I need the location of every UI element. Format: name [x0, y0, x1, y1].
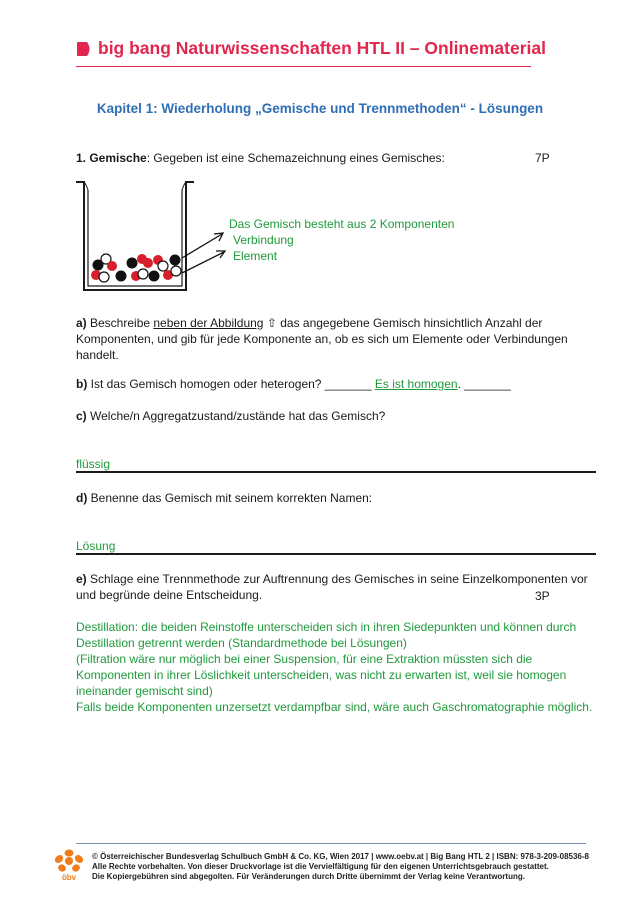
qa-line-2: Komponenten, und gib für jede Komponente an, ob es sich um Elemente oder Verbindungen: [76, 332, 568, 346]
chapter-title: Kapitel 1: Wiederholung „Gemische und Trennmethoden“ - Lösungen: [96, 101, 544, 116]
qe-answer-line: Falls beide Komponenten unzersetzt verdampfbar sind, wäre auch Gaschromatographie möglich.: [76, 700, 593, 714]
qb-text: Ist das Gemisch homogen oder heterogen? _______: [87, 377, 375, 391]
compound-particles: [91, 254, 181, 282]
annotation-components: Das Gemisch besteht aus 2 Komponenten: [229, 217, 455, 231]
annotation-element: Element: [233, 249, 278, 263]
qb-answer: Es ist homogen: [374, 377, 458, 391]
oebv-logo-text: öbv: [61, 873, 77, 882]
qe-line-2: und begründe deine Entscheidung.: [76, 588, 263, 602]
annotation-arrows: [182, 233, 225, 273]
oebv-logo-icon: [52, 846, 86, 882]
qd-text: Benenne das Gemisch mit seinem korrekten Namen:: [87, 491, 373, 505]
qe-text: Schlage eine Trennmethode zur Auftrennung des Gemisches in seine Einzelkomponenten vor: [86, 572, 588, 586]
qe-answer-line: ineinander gemischt sind): [76, 684, 213, 698]
qa-underlined: neben der Abbildung: [153, 316, 264, 330]
header-title: big bang Naturwissenschaften HTL II – Onlinematerial: [98, 38, 546, 58]
qe-answer-line: Destillation: die beiden Reinstoffe unterscheiden sich in ihren Siedepunkten und können durch: [76, 620, 577, 634]
q1-points: 7P: [535, 151, 550, 165]
q1-intro-text: : Gegeben ist eine Schemazeichnung eines Gemisches:: [146, 151, 445, 165]
q1-number: 1. Gemische: [76, 151, 147, 165]
footer-text: [92, 852, 589, 882]
qd-label: d): [76, 491, 88, 505]
annotation-compound: Verbindung: [233, 233, 294, 247]
qc-label: c): [76, 409, 87, 423]
qc-answer: flüssig: [76, 457, 111, 471]
qe-label: e): [76, 572, 87, 586]
qe-answer-line: Destillation getrennt werden (Standardmethode bei Lösungen): [76, 636, 407, 650]
question-e: [76, 571, 586, 603]
qa-label: a): [76, 316, 87, 330]
footer-line-1: © Österreichischer Bundesverlag Schulbuch GmbH & Co. KG, Wien 2017 | www.oebv.at | Big Bang HTL 2 | ISBN: 978-3-209-08536-8: [92, 852, 589, 861]
footer-line-3: Die Kopiergebühren sind abgegolten. Für Veränderungen durch Dritte übernimmt der Verlag keine Verantwortung.: [92, 872, 525, 881]
q1-intro: [76, 150, 445, 166]
qb-label: b): [76, 377, 88, 391]
qd-answer-line: [76, 553, 596, 555]
question-c: [76, 408, 385, 424]
qc-text: Welche/n Aggregatzustand/zustände hat das Gemisch?: [86, 409, 386, 423]
qd-answer: Lösung: [76, 539, 116, 553]
qc-answer-line: [76, 471, 596, 473]
qb-text-after: . _______: [457, 377, 511, 391]
qe-answer: [76, 619, 596, 715]
qa-line-3: handelt.: [76, 348, 119, 362]
up-arrow-icon: ⇧: [263, 316, 281, 330]
question-a: [76, 315, 576, 363]
qe-points: 3P: [535, 589, 550, 603]
header-bullet-icon: [76, 42, 92, 56]
header-divider: [76, 66, 531, 67]
question-d: [76, 490, 372, 506]
qe-answer-line: Komponenten in ihrer Löslichkeit unterscheiden, was nicht zu erwarten ist, weil sie homogen: [76, 668, 567, 682]
qe-answer-line: (Filtration wäre nur möglich bei einer Suspension, für eine Extraktion müssten sich die: [76, 652, 533, 666]
footer-divider: [76, 843, 586, 844]
qa-text-after: das angegebene Gemisch hinsichtlich Anzahl der: [280, 316, 543, 330]
question-b: [76, 376, 511, 392]
footer-line-2: Alle Rechte vorbehalten. Von dieser Druckvorlage ist die Vervielfältigung für den eigenen Unterrichtsgebrauch gestattet.: [92, 862, 549, 871]
qa-text-before: Beschreibe: [86, 316, 154, 330]
